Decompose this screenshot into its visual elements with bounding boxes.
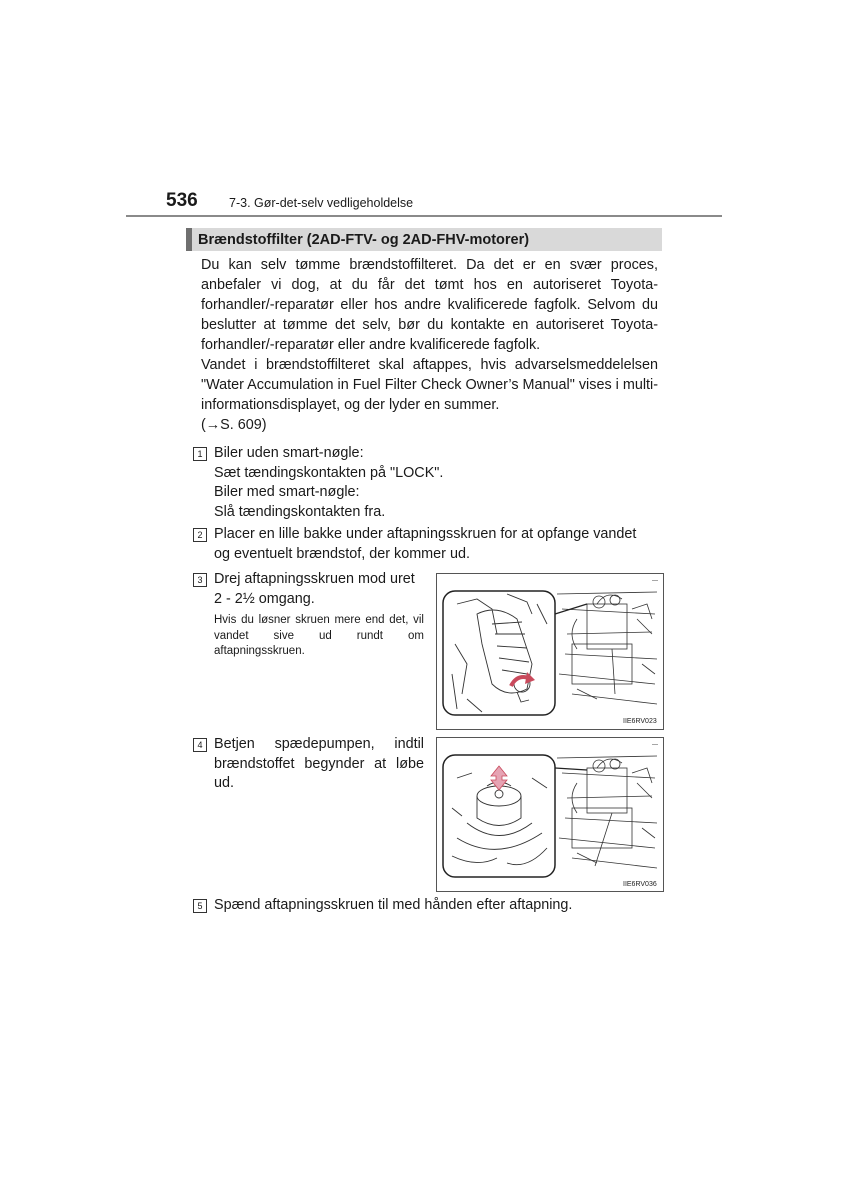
step-2-line: og eventuelt brændstof, der kommer ud.: [214, 545, 470, 562]
step-5-text: [214, 896, 572, 916]
step-1-line: Sæt tændingskontakten på "LOCK".: [214, 464, 444, 481]
step-1-line: Slå tændingskontakten fra.: [214, 503, 386, 520]
step-1-text: [214, 444, 443, 522]
chapter-title: 7-3. Gør-det-selv vedligeholdelse: [229, 196, 414, 210]
step-2-text: [214, 525, 636, 564]
engine-illustration-drain-plug: [437, 574, 663, 729]
step-number-5: 5: [193, 899, 207, 913]
step-3-line: Drej aftapningsskruen mod uret: [214, 571, 415, 587]
figure-code-2: IIE6RV036: [623, 881, 657, 888]
step-4-text: [214, 735, 424, 794]
intro-reference: (→S. 609): [201, 417, 267, 433]
step-number-3: 3: [193, 573, 207, 587]
step-4-line: ud.: [214, 775, 235, 791]
intro-paragraph-1: Du kan selv tømme brændstoffilteret. Da det er en svær proces, anbefaler vi dog, at du får det tømt hos en autoriseret Toyota-forhandler/-reparatør eller hos andre kvalificerede fagfolk. Selvom du beslutter at tømme det selv, bør du kontakte en autoriseret Toyota-forhandler/-reparatør eller andre kvalificerede fagfolk.: [201, 257, 658, 353]
step-3-note: Hvis du løsner skruen mere end det, vil vandet sive ud rundt om aftapningsskruen.: [214, 614, 424, 657]
step-4-line: brændstoffet begynder at løbe: [214, 755, 424, 772]
intro-paragraph-2: Vandet i brændstoffilteret skal aftappes, hvis advarselsmeddelelsen "Water Accumulation in Fuel Filter Check Owner’s Manual" vises i multi-informationsdisplayet, og der lyder en summer.: [201, 357, 659, 413]
step-number-4: 4: [193, 738, 207, 752]
engine-illustration-priming-pump: [437, 738, 663, 891]
step-number-1: 1: [193, 447, 207, 461]
step-4-line: Betjen spædepumpen, indtil: [214, 736, 424, 752]
figure-code-1: IIE6RV023: [623, 718, 657, 725]
step-2-line: Placer en lille bakke under aftapningsskruen for at opfange vandet: [214, 526, 637, 542]
header-divider: [126, 215, 722, 217]
step-number-2: 2: [193, 528, 207, 542]
step-3-text: [214, 570, 415, 609]
section-title: Brændstoffilter (2AD-FTV- og 2AD-FHV-motorer): [198, 232, 530, 248]
page-number: 536: [166, 190, 198, 211]
svg-text:—: —: [652, 578, 658, 584]
intro-text: [201, 255, 658, 435]
figure-drain-plug: [436, 573, 664, 730]
section-heading-accent: [186, 228, 192, 251]
svg-text:—: —: [652, 742, 658, 748]
step-3-line: 2 - 2½ omgang.: [214, 590, 315, 607]
figure-priming-pump: [436, 737, 664, 892]
step-1-line: Biler med smart-nøgle:: [214, 484, 360, 500]
step-5-line: Spænd aftapningsskruen til med hånden efter aftapning.: [214, 897, 573, 913]
step-1-line: Biler uden smart-nøgle:: [214, 445, 364, 461]
